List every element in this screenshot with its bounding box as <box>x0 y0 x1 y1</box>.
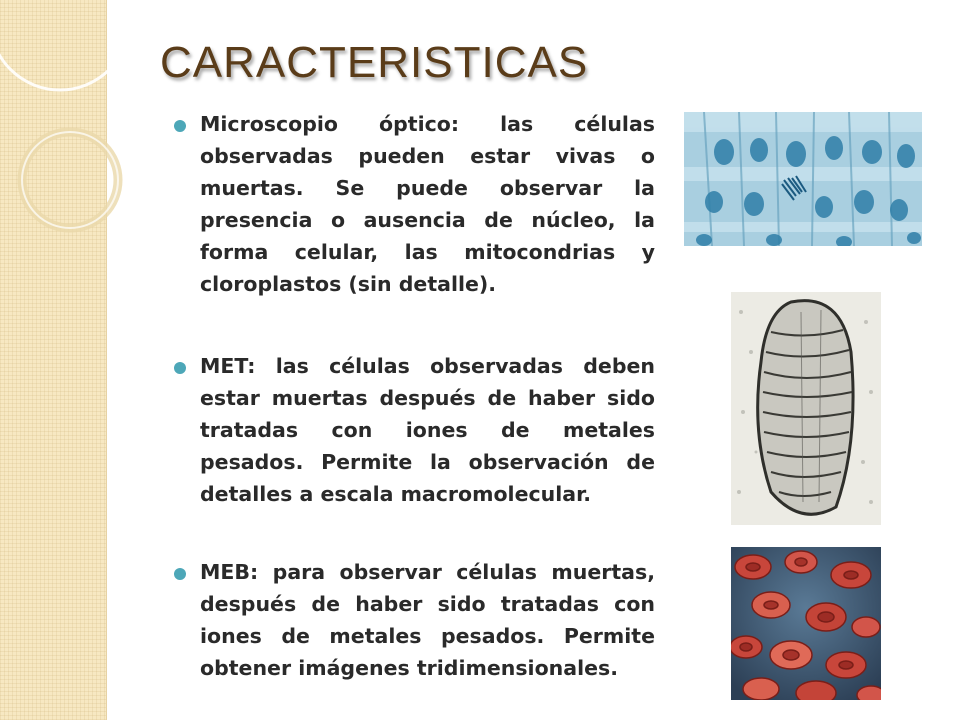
bullet-icon <box>174 568 186 580</box>
sem-red-blood-cells-image <box>731 547 881 700</box>
bullet-text <box>200 108 655 300</box>
bullet-met <box>170 350 655 510</box>
bullet-body: las células observadas deben estar muertas después de haber sido tratadas con iones de metales pesados. Permite la observación de detalles a escala macromolecular. <box>200 354 655 506</box>
bullet-body: para observar células muertas, después de haber sido tratadas con iones de metales pesados. Permite obtener imágenes tridimensionales. <box>200 560 655 680</box>
bullet-lead: MET: <box>200 354 256 378</box>
decorative-rings <box>0 0 140 260</box>
slide-title: CARACTERISTICAS <box>160 38 589 87</box>
bullet-icon <box>174 362 186 374</box>
optical-microscope-image <box>684 112 922 246</box>
bullet-text <box>200 556 655 684</box>
bullet-meb <box>170 556 655 684</box>
bullet-body: las células observadas pueden estar vivas o muertas. Se puede observar la presencia o ausencia de núcleo, la forma celular, las mitocondrias y cloroplastos (sin detalle). <box>200 112 655 296</box>
bullet-optical-microscope <box>170 108 655 300</box>
tem-mitochondrion-image <box>731 292 881 525</box>
bullet-lead: Microscopio óptico: <box>200 112 460 136</box>
bullet-lead: MEB: <box>200 560 259 584</box>
bullet-icon <box>174 120 186 132</box>
bullet-text <box>200 350 655 510</box>
